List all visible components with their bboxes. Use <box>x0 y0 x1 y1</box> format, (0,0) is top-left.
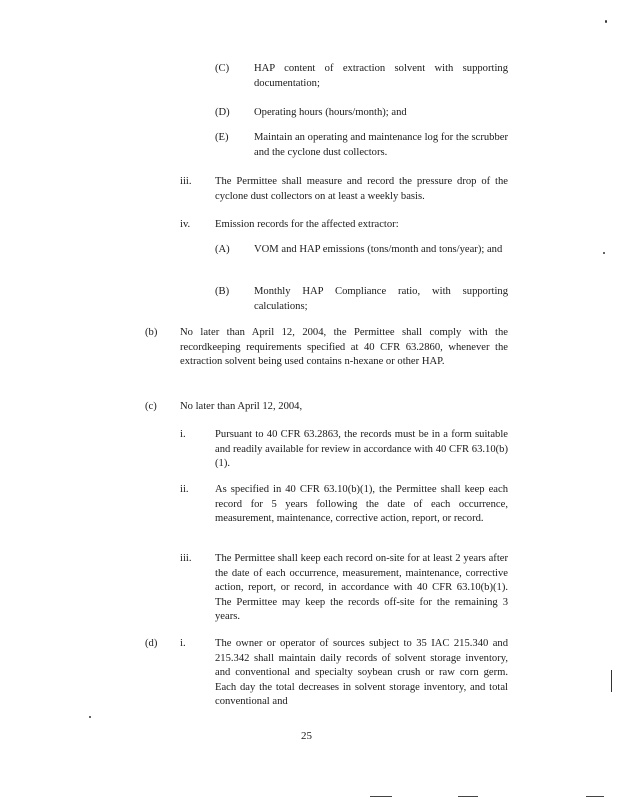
item-d-upper-text: Operating hours (hours/month); and <box>254 107 407 118</box>
scan-speck <box>89 716 91 718</box>
page-number: 25 <box>301 730 312 742</box>
item-c-text: No later than April 12, 2004, <box>180 401 303 412</box>
scan-speck <box>605 20 607 23</box>
item-e-upper-label: (E) <box>215 132 229 143</box>
item-c-i-text: Pursuant to 40 CFR 63.2863, the records must be in a form suitable and readily available for review in accordance with 40 CFR 63.10(b)(1). <box>215 429 508 469</box>
item-c-ii-label: ii. <box>180 484 189 495</box>
item-iv-a-label: (A) <box>215 244 230 255</box>
item-iv-b-label: (B) <box>215 286 230 297</box>
item-iii-label: iii. <box>180 176 192 187</box>
scan-dash <box>370 796 392 797</box>
item-c-ii-text: As specified in 40 CFR 63.10(b)(1), the Permittee shall keep each record for 5 years following the date of each occurrence, measurement, maintenance, corrective action, report, or record. <box>215 484 508 524</box>
item-b-text: No later than April 12, 2004, the Permittee shall comply with the recordkeeping requirements specified at 40 CFR 63.2860, whenever the extraction solvent being used contains n-hexane or other HAP. <box>180 327 508 367</box>
item-d-text: The owner or operator of sources subject to 35 IAC 215.340 and 215.342 shall maintain daily records of solvent storage inventory, and conventional and specialty soybean crush or raw corn germ. Each day the total decreases in solvent storage inventory, and total conventional and <box>215 638 508 707</box>
item-iv-a-text: VOM and HAP emissions (tons/month and tons/year); and <box>254 244 503 255</box>
item-c-i-label: i. <box>180 429 186 440</box>
item-c-label: (c) <box>145 401 157 412</box>
item-c-iii-label: iii. <box>180 553 192 564</box>
scan-dash <box>458 796 478 797</box>
item-d-sublabel: i. <box>180 638 186 649</box>
item-iv-text: Emission records for the affected extractor: <box>215 219 399 230</box>
item-e-upper-text: Maintain an operating and maintenance log for the scrubber and the cyclone dust collectors. <box>254 132 508 158</box>
item-c-upper-label: (C) <box>215 63 230 74</box>
item-d-upper-label: (D) <box>215 107 230 118</box>
scan-speck <box>603 252 605 254</box>
item-c-iii-text: The Permittee shall keep each record on-site for at least 2 years after the date of each occurrence, measurement, maintenance, corrective action, report, or record, in accordance with 40 CFR 63.10(b)(1). The Permittee may keep the records off-site for the remaining 3 years. <box>215 553 508 622</box>
item-iv-label: iv. <box>180 219 191 230</box>
item-iv-b-text: Monthly HAP Compliance ratio, with supporting calculations; <box>254 286 508 312</box>
scan-dash <box>586 796 604 797</box>
item-d-label: (d) <box>145 638 158 649</box>
scan-speck <box>611 670 612 692</box>
item-iii-text: The Permittee shall measure and record the pressure drop of the cyclone dust collectors on at least a weekly basis. <box>215 176 508 202</box>
item-c-upper-text: HAP content of extraction solvent with supporting documentation; <box>254 63 508 89</box>
item-b-label: (b) <box>145 327 158 338</box>
